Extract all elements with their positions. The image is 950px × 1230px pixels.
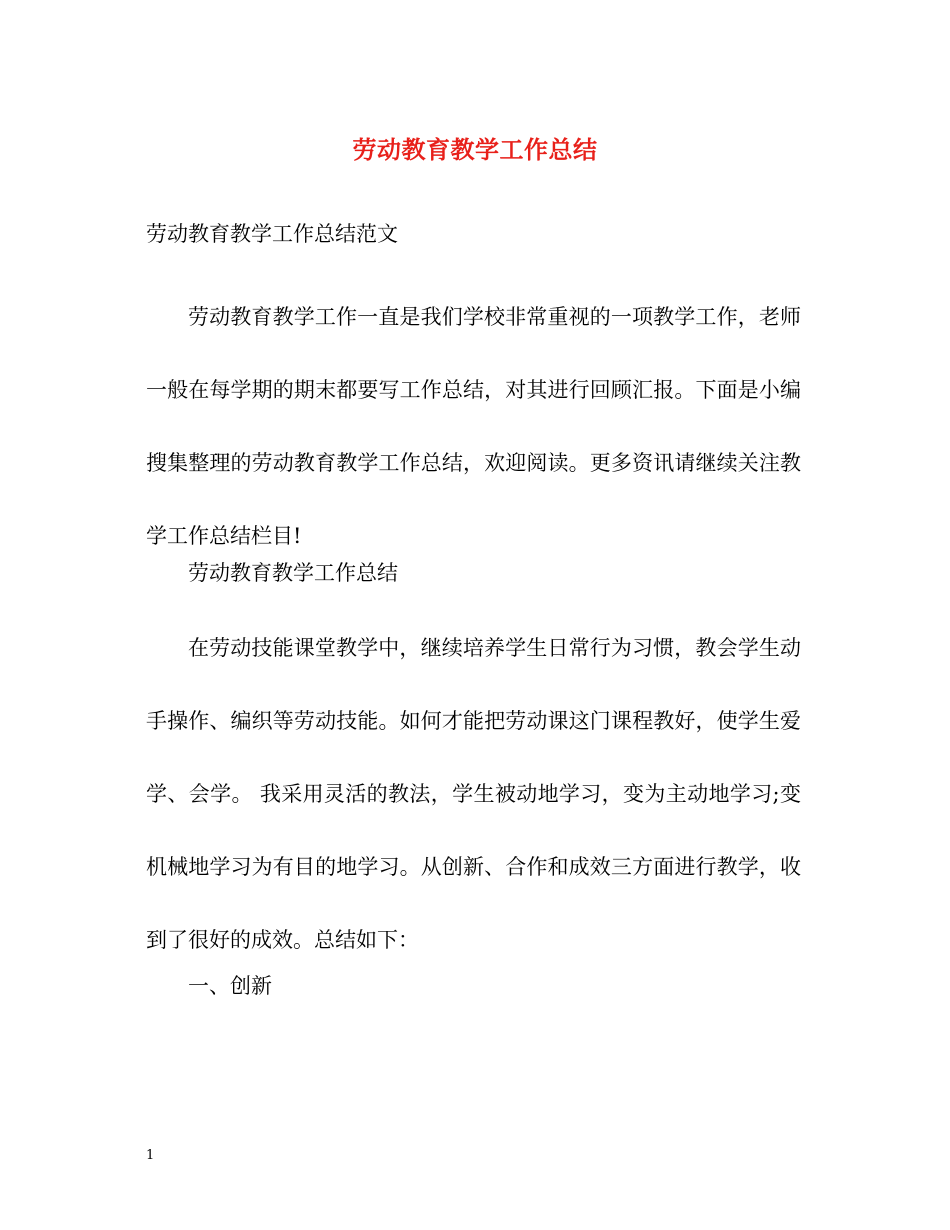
- document-title: 劳动教育教学工作总结: [352, 135, 598, 164]
- page-number: 1: [146, 1148, 155, 1163]
- section-heading: 劳动教育教学工作总结: [188, 561, 398, 585]
- body-paragraph: 在劳动技能课堂教学中，继续培养学生日常行为习惯，教会学生动手操作、编织等劳动技能。如何才能把劳动课这门课程教好，使学生爱学、会学。 我采用灵活的教法，学生被动地学习，变为主动地学习;变机械地学习为有目的地学习。从创新、合作和成效三方面进行教学，收到了很好的成效。总结如下：: [146, 636, 801, 952]
- document-subtitle: 劳动教育教学工作总结范文: [146, 222, 398, 246]
- intro-paragraph: 劳动教育教学工作一直是我们学校非常重视的一项教学工作，老师一般在每学期的期末都要写工作总结，对其进行回顾汇报。下面是小编搜集整理的劳动教育教学工作总结，欢迎阅读。更多资讯请继续关注教学工作总结栏目!: [146, 305, 801, 548]
- subheading-innovation: 一、创新: [188, 974, 272, 998]
